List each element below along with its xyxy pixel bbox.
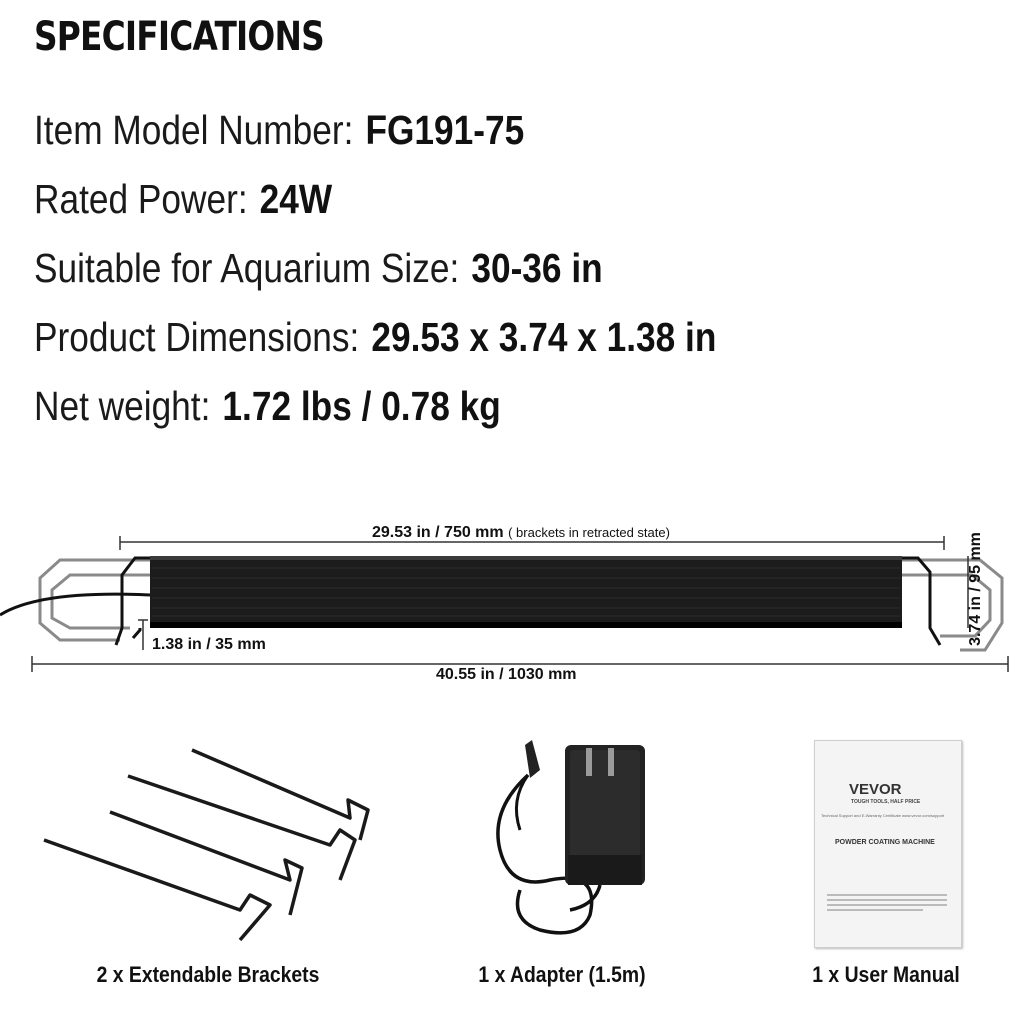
spec-row-dimensions — [34, 313, 716, 361]
spec-row-weight — [34, 382, 501, 430]
user-manual-icon — [814, 740, 962, 948]
manual-brand: VEVOR — [849, 781, 902, 798]
spec-label: Product Dimensions: — [34, 314, 360, 360]
spec-row-power — [34, 175, 332, 223]
caption-brackets: 2 x Extendable Brackets — [96, 962, 320, 987]
total-length-label: 40.55 in / 1030 mm — [436, 666, 577, 683]
spec-value: FG191-75 — [365, 107, 525, 153]
length-main-text: 29.53 in / 750 mm — [372, 524, 504, 541]
caption-adapter: 1 x Adapter (1.5m) — [478, 962, 646, 987]
spec-label: Suitable for Aquarium Size: — [34, 245, 460, 291]
spec-row-aquarium-size — [34, 244, 603, 292]
spec-value: 30-36 in — [471, 245, 603, 291]
power-cable-icon — [0, 594, 150, 615]
thickness-label: 1.38 in / 35 mm — [152, 636, 266, 653]
width-label: 3.74 in / 95 mm — [967, 532, 984, 646]
light-body-icon — [150, 556, 902, 628]
page-title: SPECIFICATIONS — [34, 14, 324, 60]
spec-label: Net weight: — [34, 383, 211, 429]
left-bracket-icon — [40, 560, 155, 640]
length-note-text: ( brackets in retracted state) — [508, 525, 670, 540]
length-dimension-label — [372, 524, 670, 542]
spec-row-model — [34, 106, 524, 154]
thickness-dimension-line — [138, 620, 148, 650]
right-bracket-hook-icon — [902, 558, 940, 645]
manual-slogan: TOUGH TOOLS, HALF PRICE — [851, 799, 921, 805]
caption-manual: 1 x User Manual — [812, 962, 960, 987]
spec-label: Item Model Number: — [34, 107, 354, 153]
adapter-illustration — [470, 730, 670, 950]
brackets-illustration — [40, 740, 380, 950]
right-bracket-icon — [902, 560, 1002, 650]
manual-title: POWDER COATING MACHINE — [835, 839, 935, 846]
spec-value: 24W — [259, 176, 333, 222]
spec-value: 29.53 x 3.74 x 1.38 in — [371, 314, 717, 360]
left-bracket-hook-icon — [116, 558, 155, 645]
manual-support-line: Technical Support and E-Warranty Certificate www.vevor.com/support — [821, 813, 945, 818]
manual-body-text — [827, 891, 947, 914]
spec-label: Rated Power: — [34, 176, 248, 222]
spec-value: 1.72 lbs / 0.78 kg — [222, 383, 501, 429]
